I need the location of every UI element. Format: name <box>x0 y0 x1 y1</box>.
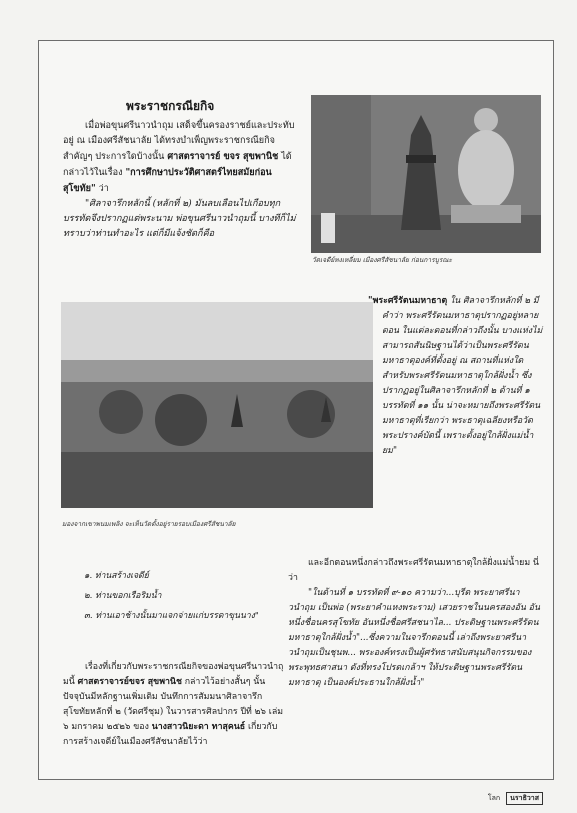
list-item: ๑. ท่านสร้างเจดีย์ <box>84 571 149 581</box>
right-text: ใน ศิลาจารึกหลักที่ ๒ มีคำว่า พระศรีรัตนมหาธาตุปรากฏอยู่หลายตอน ในแต่ละตอนที่กล่าวถึงนั้น บางแห่งไม่สามารถสันนิษฐานได้ว่าเป็นพระศรีรัตนมหาธาตุองค์ที่ตั้งอยู่ ณ สถานที่แห่งใด สำหรับพระศรีรัตนมหาธาตุใกล้ฝั่งน้ำ ซึ่งปรากฏอยู่ในศิลาจารึกหลักที่ ๒ ด้านที่ ๑ บรรทัดที่ ๑๑ นั้น น่าจะหมายถึงพระศรีรัตนมหาธาตุที่เรียกว่า พระธาตุเฉลียงหรือวัดพระปรางค์บัดนี้ เพราะตั้งอยู่ใกล้ฝั่งแม่น้ำยม" <box>382 296 543 456</box>
right-lower <box>288 556 544 691</box>
deeds-list <box>84 569 259 629</box>
right-quote: "ในด้านที่ ๑ บรรทัดที่ ๙-๑๐ ความว่า...บุรีด พระยาศรีนาวนำถุม เป็นพ่อ (พระยาคำแหงพระราม) เสวยราชในนครสองอัน อันหนึ่งชื่อนครสุโขทัย อันหนึ่งชื่อศรีสชนาไล... ประดิษฐานพระศรีรัตนมหาธาตุใกล้ฝั่งน้ำ"...ซึ่งความในจารึกตอนนี้ เล่าถึงพระยาศรีนาวนำถุมเป็นชุนพ... พระองค์ทรงเป็นผู้ศรัทธาสนับสนุนกิจกรรมของพระพุทธศาสนา ดังที่ทรงโปรดเกล้าฯ ให้ประดิษฐานพระศรีรัตนมหาธาตุ เป็นองค์ประธานใกล้ฝั่งน้ำ" <box>288 588 540 688</box>
photo-landscape-caption: มองจากเขาพนมเพลิง จะเห็นวัดตั้งอยู่รายรอบเมืองศรีสัชนาลัย <box>62 520 236 528</box>
intro-quote: "ศิลาจารึกหลักนี้ (หลักที่ ๒) มันลบเลือนไปเกือบทุกบรรทัดจึงปรากฏแต่พระนาม พ่อขุนศรีนาวนำถุมนี้ บางทีก็ไม่ทราบว่าท่านทำอะไร แต่ก็มีแจ้งชัดก็คือ <box>63 199 296 239</box>
page-footer <box>488 792 543 805</box>
photo-landscape <box>61 302 373 508</box>
photo-chedi <box>311 95 541 253</box>
list-item: ๒. ท่านขอกเรือริมน้ำ <box>84 591 162 601</box>
intro-text-c: ได้กล่าวไว้ในเรื่อง <box>63 152 292 178</box>
right-paragraph-2: และอีกตอนหนึ่งกล่าวถึงพระศรีรัตนมหาธาตุใกล้ฝั่งแม่น้ำยม นี่ว่า <box>288 558 539 583</box>
bottom-author: ศาสตราจารย์ขจร สุขพานิช <box>77 677 182 687</box>
bottom-column <box>63 660 285 750</box>
footer-left: โลก <box>487 794 501 802</box>
right-column <box>368 294 544 459</box>
section-heading: พระราชกรณียกิจ <box>126 99 215 113</box>
bottom-author-2: นางสาวนิยะดา ทาสุคนธ์ <box>151 722 246 732</box>
bottom-text-a: เรื่องที่เกี่ยวกับพระราชกรณียกิจของพ่อขุนศรีนาวนำถุมนี้ <box>63 662 284 687</box>
photo-chedi-caption: วัดเจดีย์หงเหลี่ยม เมืองศรีสัชนาลัย ก่อนการบูรณะ <box>312 256 453 264</box>
intro-text-e: ว่า <box>98 184 109 194</box>
author-name: ศาสตราจารย์ ขจร สุขพานิช <box>167 151 279 162</box>
intro-column <box>63 119 303 242</box>
intro-text-a: เมื่อพ่อขุนศรีนาวนำถุม เสด็จขึ้นครองราชย์และประทับอยู่ ณ เมืองศรีสัชนาลัย ได้ทรงบำเพ็ญพระราชกรณียกิจสำคัญๆ ประการใดบ้างนั้น <box>63 121 295 162</box>
right-lead: "พระศรีรัตนมหาธาตุ <box>368 296 448 306</box>
book-title: "การศึกษาประวัติศาสตร์ไทยสมัยก่อนสุโขทัย" <box>63 167 272 194</box>
bottom-text-c: กล่าวไว้อย่างสั้นๆ นั้น ปัจจุบันมีหลักฐานเพิ่มเติม บันทึกการสัมมนาศิลาจารึกสุโขทัยหลักที่ ๒ (วัดศรีชุม) ในวารสารศิลปากร ปีที่ ๒๖ เล่ม ๖ มกราคม ๒๕๒๖ ของ <box>63 677 284 732</box>
list-item: ๓. ท่านเอาช้างนั้นมาแจกจ่ายแก่บรรดาขุนนาง" <box>84 611 259 621</box>
bottom-text-e: เกี่ยวกับการสร้างเจดีย์ในเมืองศรีสัชนาลัยไว้ว่า <box>63 722 278 747</box>
publication-logo: นราธิวาส <box>506 792 543 805</box>
